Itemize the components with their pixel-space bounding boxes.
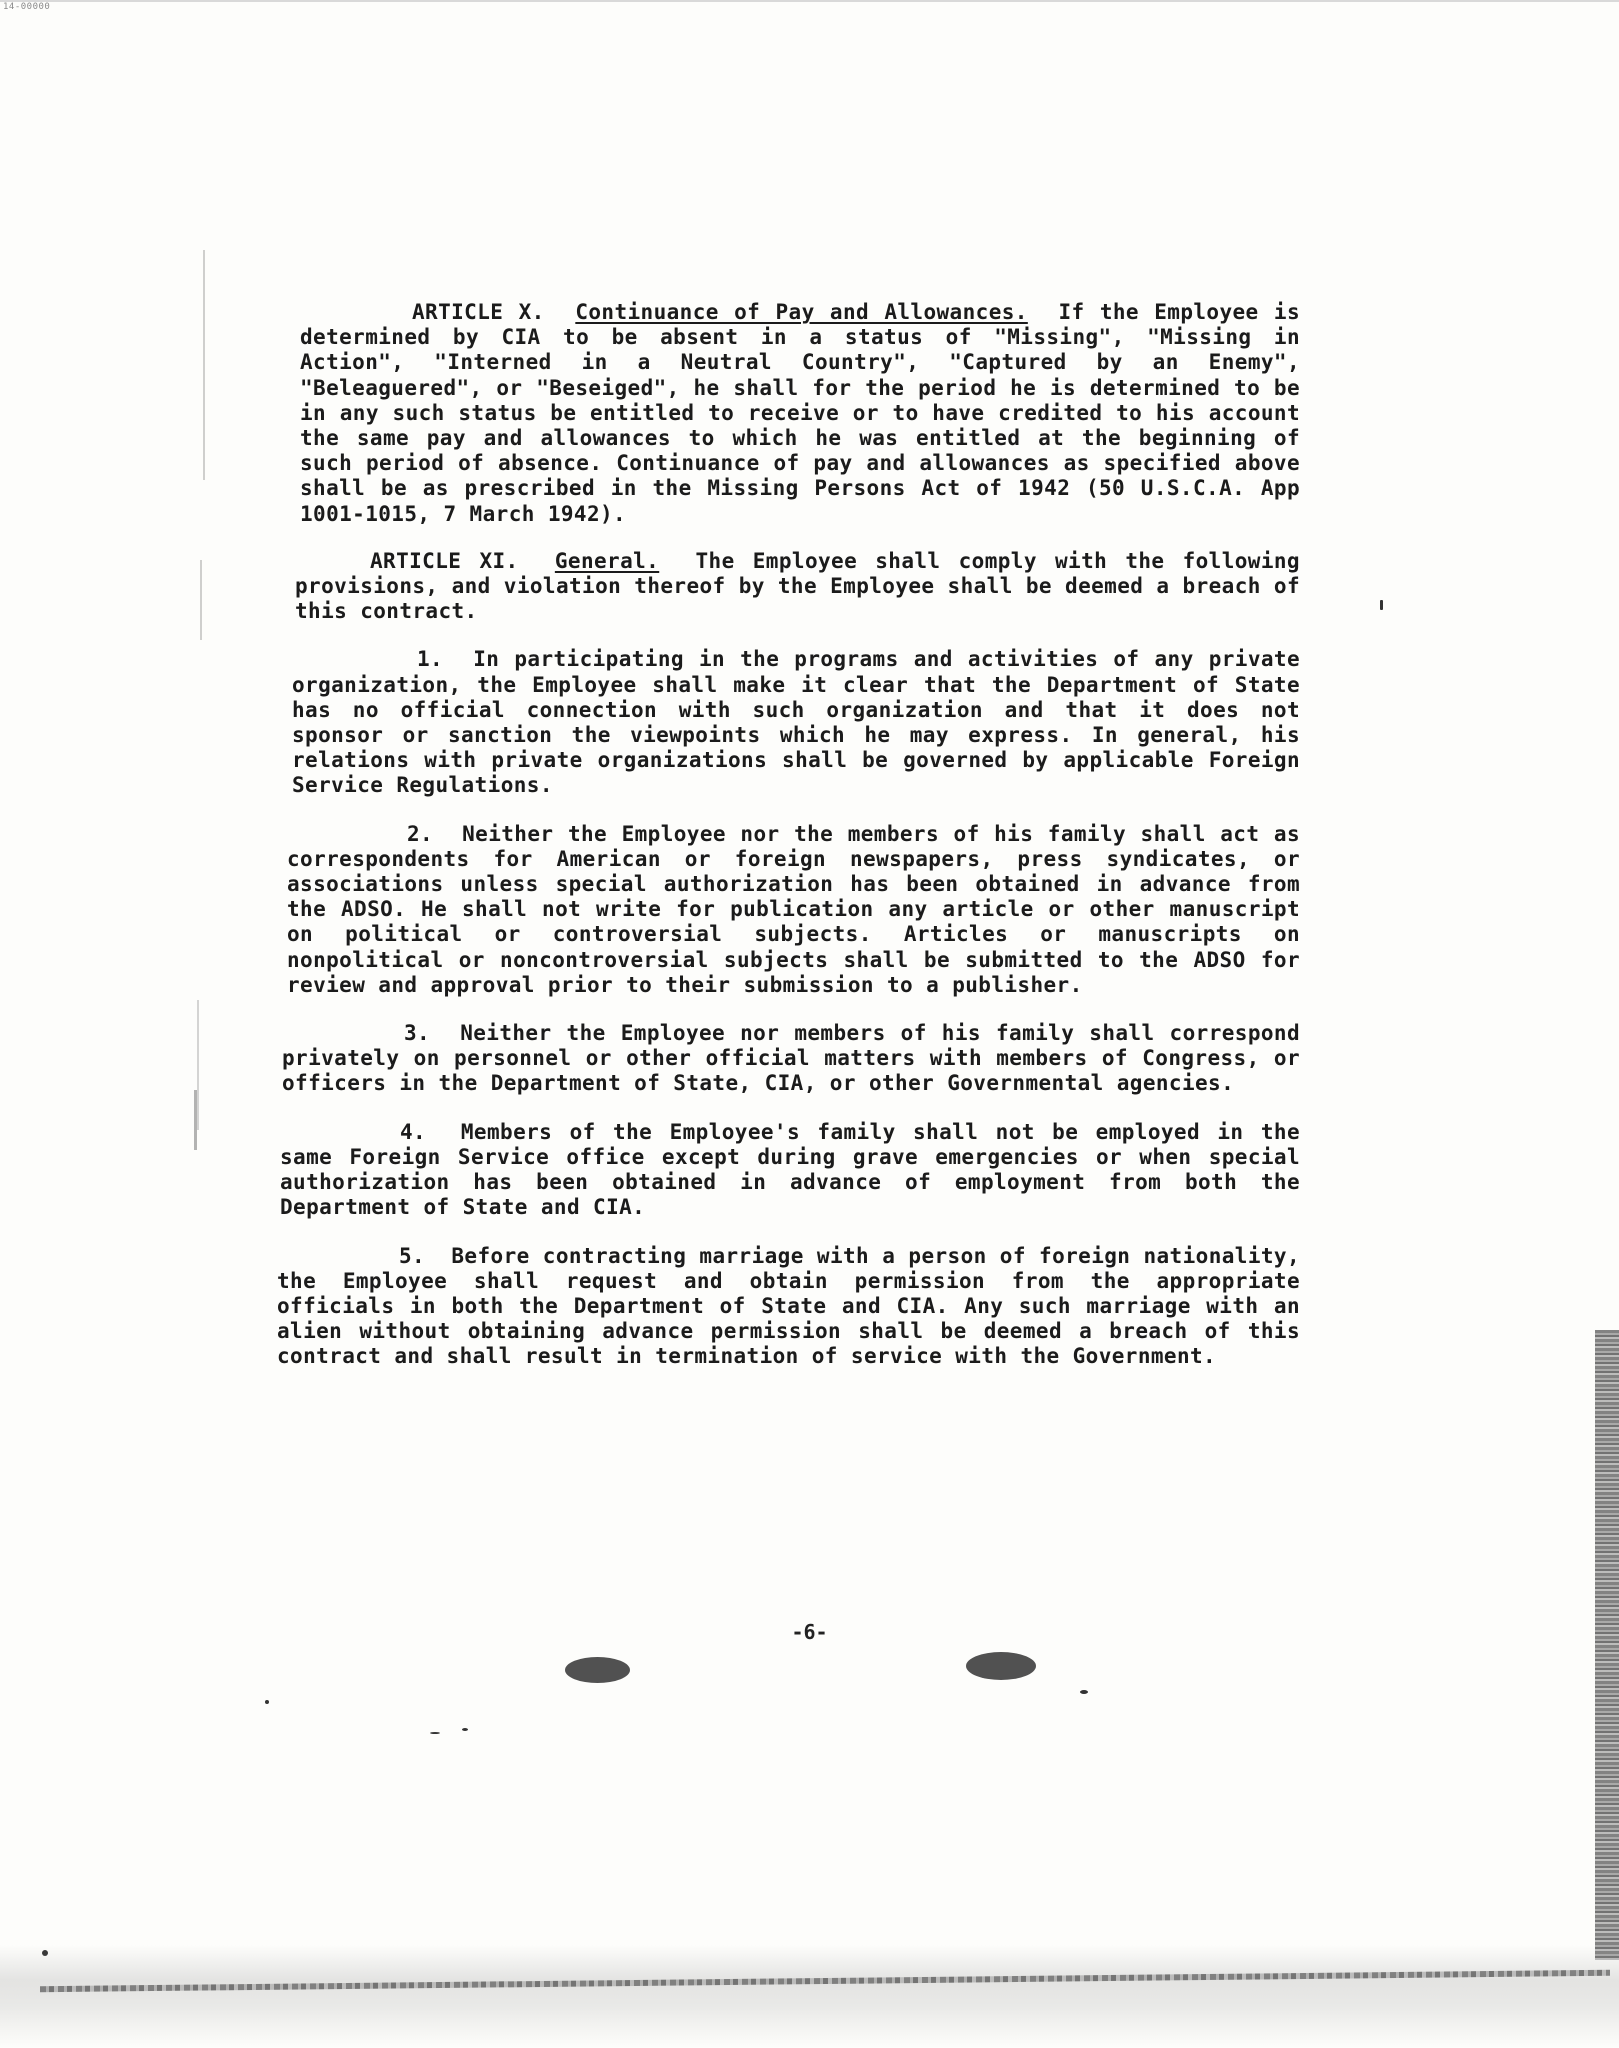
speck [430,1732,440,1734]
speck [1380,600,1383,610]
document-body [277,300,1301,1370]
article-xi-heading: ARTICLE XI. [370,548,519,573]
provision-1 [292,647,1300,798]
article-x-title: Continuance of Pay and Allowances. [575,300,1028,324]
article-xi-paragraph [295,549,1300,625]
margin-artifact [203,250,205,480]
margin-artifact [197,1000,199,1130]
document-id-stamp: 14-00000 [3,2,51,12]
speck [462,1728,468,1731]
article-x-body: If the Employee is determined by CIA to be absent in a status of "Missing", "Missing in Action", "Interned in a Neutral Country", "Captured by an Enemy", "Beleaguered", or "Beseiged", he shall for the period he is determined to be in any such status be entitled to receive or to have credited to his account the same pay and allowances to which he was entitled at the beginning of such period of absence. Continuance of pay and allowances as specified above shall be as prescribed in the Missing Persons Act of 1942 (50 U.S.C.A. App 1001-1015, 7 March 1942). [300,300,1300,526]
provision-number: 5. [399,1243,426,1268]
provision-text: Neither the Employee nor the members of his family shall act as correspondents for American or foreign newspapers, press syndicates, or associations unless special authorization has been obtained in advance from the ADSO. He shall not write for publication any article or other manuscript on political or controversial subjects. Articles or manuscripts on nonpolitical or noncontroversial subjects shall be submitted to the ADSO for review and approval prior to their submission to a publisher. [287,821,1300,997]
provision-2 [287,822,1300,998]
provision-text: In participating in the programs and activities of any private organization, the Employee shall make it clear that the Department of State has no official connection with such organization and that it does not sponsor or sanction the viewpoints which he may express. In general, his relations with private organizations shall be governed by applicable Foreign Service Regulations. [292,647,1301,798]
provision-3 [282,1021,1300,1097]
provision-5 [277,1244,1300,1370]
article-x-paragraph [300,300,1300,527]
provision-text: Members of the Employee's family shall not be employed in the same Foreign Service office except during grave emergencies or when special authorization has been obtained in advance of employment from both the Department of State and CIA. [280,1119,1300,1220]
page-number: -6- [791,1620,828,1644]
provision-number: 4. [400,1119,427,1144]
provision-number: 1. [417,647,444,672]
smudge-mark [966,1652,1036,1680]
provision-4 [280,1120,1300,1221]
scan-bottom-shadow [0,1945,1619,2048]
article-xi-title: General. [554,548,660,573]
provision-text: Before contracting marriage with a person of foreign nationality, the Employee shall request and obtain permission from the appropriate officials in both the Department of State and CIA. Any such marriage with an alien without obtaining advance permission shall be deemed a breach of this contract and shall result in termination of service with the Government. [277,1243,1300,1369]
article-xi-body: The Employee shall comply with the following provisions, and violation thereof by the Employee shall be deemed a breach of this contract. [295,548,1300,624]
speck [1080,1690,1088,1694]
provision-text: Neither the Employee nor members of his family shall correspond privately on personnel or other official matters with members of Congress, or officers in the Department of State, CIA, or other Governmental agencies. [282,1021,1300,1096]
provision-number: 2. [407,821,434,846]
margin-artifact [200,560,202,640]
margin-artifact [194,1090,197,1150]
smudge-mark [565,1657,630,1683]
scan-edge-artifact [1595,1330,1619,1960]
scan-top-edge [0,0,1619,2]
article-x-heading: ARTICLE X. [412,300,545,324]
provision-number: 3. [404,1021,431,1046]
speck [265,1700,269,1704]
